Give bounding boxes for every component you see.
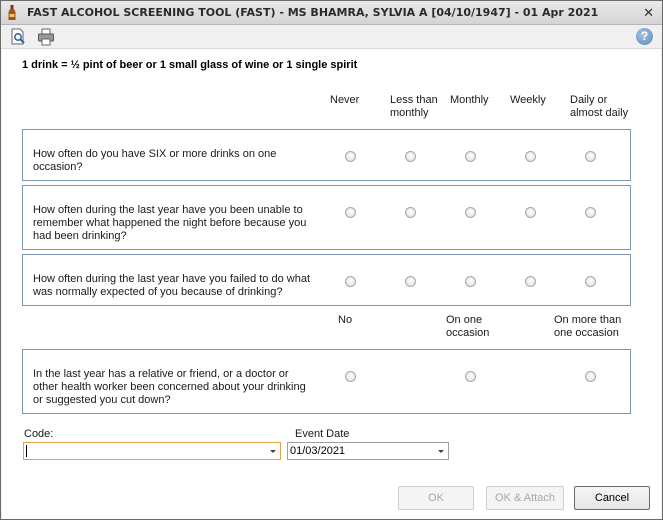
q4-radio-no[interactable] xyxy=(345,371,356,382)
window-title: FAST ALCOHOL SCREENING TOOL (FAST) - MS BHAMRA, SYLVIA A [04/10/1947] - 01 Apr 2021 xyxy=(27,6,599,19)
bottle-icon xyxy=(7,5,17,21)
q1-radio-weekly[interactable] xyxy=(525,151,536,162)
event-date-picker[interactable] xyxy=(287,442,449,460)
form-body xyxy=(2,49,661,519)
q3-radio-never[interactable] xyxy=(345,276,356,287)
close-icon[interactable]: ✕ xyxy=(643,5,654,20)
question-1-text: How often do you have SIX or more drinks on one occasion? xyxy=(33,148,277,173)
text-caret xyxy=(26,445,27,457)
q2-radio-never[interactable] xyxy=(345,207,356,218)
code-label: Code: xyxy=(24,428,54,440)
print-icon[interactable] xyxy=(37,28,55,46)
col-no: No xyxy=(338,314,353,326)
col-weekly: Weekly xyxy=(510,94,546,106)
event-date-value: 01/03/2021 xyxy=(290,445,346,457)
code-combobox[interactable] xyxy=(23,442,281,460)
col-never: Never xyxy=(330,94,360,106)
col-daily: Daily or almost daily xyxy=(570,94,629,119)
question-4-group xyxy=(22,349,631,414)
question-4-text: In the last year has a relative or friend, or a doctor or other health worker been concerned about your drinking or suggested you cut down? xyxy=(33,368,306,406)
help-icon[interactable]: ? xyxy=(636,28,653,45)
question-1-group xyxy=(22,129,631,181)
col-less-than-monthly: Less than monthly xyxy=(390,94,438,119)
cancel-button[interactable]: Cancel xyxy=(574,486,650,510)
q3-radio-monthly[interactable] xyxy=(465,276,476,287)
chevron-down-icon[interactable] xyxy=(438,450,444,453)
question-3-group xyxy=(22,254,631,306)
q4-radio-more-than-one-occasion[interactable] xyxy=(585,371,596,382)
q3-radio-weekly[interactable] xyxy=(525,276,536,287)
q2-radio-daily[interactable] xyxy=(585,207,596,218)
q1-radio-never[interactable] xyxy=(345,151,356,162)
question-2-text: How often during the last year have you been unable to remember what happened the night before because you had been drinking? xyxy=(33,204,307,242)
title-bar xyxy=(1,1,662,25)
drink-definition: 1 drink = ½ pint of beer or 1 small glass of wine or 1 single spirit xyxy=(22,59,358,71)
q1-radio-monthly[interactable] xyxy=(465,151,476,162)
chevron-down-icon[interactable] xyxy=(270,450,276,453)
toolbar xyxy=(1,25,662,49)
print-preview-icon[interactable] xyxy=(9,28,27,46)
q2-radio-less-than-monthly[interactable] xyxy=(405,207,416,218)
ok-attach-button[interactable]: OK & Attach xyxy=(486,486,564,510)
col-on-one-occasion: On one occasion xyxy=(446,314,490,339)
question-3-text: How often during the last year have you failed to do what was normally expected of you because of drinking? xyxy=(33,273,311,298)
q2-radio-weekly[interactable] xyxy=(525,207,536,218)
q4-radio-on-one-occasion[interactable] xyxy=(465,371,476,382)
question-2-group xyxy=(22,185,631,250)
col-monthly: Monthly xyxy=(450,94,489,106)
col-on-more-than-one-occasion: On more than one occasion xyxy=(554,314,622,339)
q3-radio-daily[interactable] xyxy=(585,276,596,287)
q3-radio-less-than-monthly[interactable] xyxy=(405,276,416,287)
q1-radio-daily[interactable] xyxy=(585,151,596,162)
q2-radio-monthly[interactable] xyxy=(465,207,476,218)
q1-radio-less-than-monthly[interactable] xyxy=(405,151,416,162)
event-date-label: Event Date xyxy=(295,428,350,440)
ok-button[interactable]: OK xyxy=(398,486,474,510)
